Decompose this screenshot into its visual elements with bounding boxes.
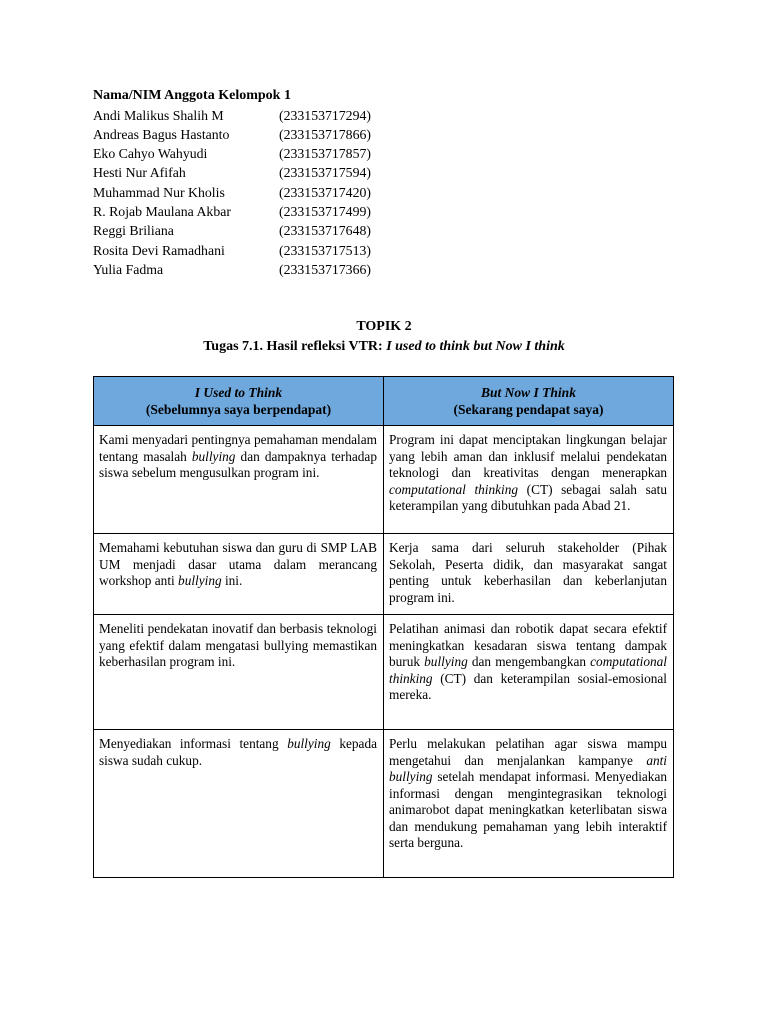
header-sub-label: (Sekarang pendapat saya) <box>453 402 604 417</box>
member-name: Muhammad Nur Kholis <box>93 184 225 200</box>
header-sub-label: (Sebelumnya saya berpendapat) <box>145 402 332 417</box>
member-row <box>93 106 371 125</box>
cell-text: (CT) dan keterampilan sosial-emosional mereka. <box>389 670 667 702</box>
member-row <box>93 163 371 182</box>
member-nim: (233153717857) <box>279 146 371 162</box>
task-title <box>0 336 768 358</box>
topic-heading <box>0 318 768 358</box>
cell-text: Memahami kebutuhan siswa dan guru di SMP LAB UM menjadi dasar utama dalam merancang workshop anti <box>99 540 377 588</box>
cell-text: dan mengembangkan <box>467 654 591 669</box>
cell-text: Kerja sama dari seluruh stakeholder (Pihak Sekolah, Peserta didik, dan masyarakat sangat penting untuk keberhasilan dan keberlanjutan program ini. <box>389 540 667 605</box>
member-name: Eko Cahyo Wahyudi <box>93 146 208 162</box>
table-row <box>94 730 674 878</box>
cell-now-think <box>384 730 674 878</box>
member-nim: (233153717366) <box>279 261 371 277</box>
cell-italic-text: anti bullying <box>389 752 667 784</box>
member-nim: (233153717866) <box>279 126 371 142</box>
cell-text: Perlu melakukan pelatihan agar siswa mampu mengetahui dan menjalankan kampanye <box>389 736 667 768</box>
cell-text: setelah mendapat informasi. Menyediakan informasi dengan mengintegrasikan teknologi animarobot dapat meningkatkan keterlibatan siswa dan mendukung pemahaman yang lebih interaktif serta berguna. <box>389 769 667 850</box>
cell-text: ini. <box>221 573 243 588</box>
member-name: Andi Malikus Shalih M <box>93 107 224 123</box>
member-nim: (233153717513) <box>279 242 371 258</box>
member-nim: (233153717594) <box>279 165 371 181</box>
cell-text: Meneliti pendekatan inovatif dan berbasis teknologi yang efektif dalam mengatasi bullying memastikan keberhasilan program ini. <box>99 621 377 669</box>
member-nim: (233153717499) <box>279 203 371 219</box>
member-row <box>93 241 371 260</box>
cell-italic-text: bullying <box>287 736 331 751</box>
reflection-table <box>93 376 674 878</box>
cell-used-to-think <box>94 615 384 730</box>
cell-used-to-think <box>94 730 384 878</box>
table-header-row <box>94 377 674 426</box>
header-main-label: But Now I Think <box>481 385 576 400</box>
member-list <box>93 86 371 279</box>
cell-text: (CT) sebagai salah satu keterampilan yang dibutuhkan pada Abad 21. <box>389 481 667 513</box>
table-row <box>94 534 674 615</box>
member-row <box>93 125 371 144</box>
cell-text: Pelatihan animasi dan robotik dapat secara efektif meningkatkan kesadaran siswa tentang dampak buruk <box>389 621 667 669</box>
cell-now-think <box>384 534 674 615</box>
cell-used-to-think <box>94 534 384 615</box>
cell-italic-text: computational thinking <box>389 481 519 497</box>
header-but-now-i-think <box>384 377 674 426</box>
cell-text: Menyediakan informasi tentang <box>99 736 288 751</box>
cell-italic-text: bullying <box>178 573 222 588</box>
cell-italic-text: bullying <box>191 448 236 464</box>
member-row <box>93 183 371 202</box>
member-name: Yulia Fadma <box>93 261 164 277</box>
header-main-label: I Used to Think <box>194 385 283 400</box>
member-nim: (233153717648) <box>279 223 371 239</box>
member-nim: (233153717294) <box>279 107 371 123</box>
member-row <box>93 260 371 279</box>
member-row <box>93 202 371 221</box>
cell-now-think <box>384 615 674 730</box>
table-row <box>94 615 674 730</box>
cell-italic-text: computational thinking <box>389 654 667 686</box>
cell-now-think <box>384 426 674 534</box>
member-name: Reggi Briliana <box>93 223 174 239</box>
table-row <box>94 426 674 534</box>
member-row <box>93 144 371 163</box>
task-prefix: Tugas 7.1. Hasil refleksi VTR: <box>203 339 387 354</box>
member-list-title: Nama/NIM Anggota Kelompok 1 <box>93 88 291 103</box>
header-i-used-to-think <box>94 377 384 426</box>
cell-text: dan dampaknya terhadap siswa sebelum mengusulkan program ini. <box>99 448 377 480</box>
member-row <box>93 221 371 240</box>
cell-text: Program ini dapat menciptakan lingkungan belajar yang lebih aman dan inklusif melalui pendekatan teknologi dan kreativitas dengan menerapkan <box>389 432 667 480</box>
cell-text: Kami menyadari pentingnya pemahaman mendalam tentang masalah <box>99 432 377 464</box>
topic-title: TOPIK 2 <box>356 319 412 334</box>
member-name: Andreas Bagus Hastanto <box>93 126 230 142</box>
cell-italic-text: bullying <box>424 654 468 669</box>
task-italic: I used to think but Now I think <box>386 339 565 354</box>
cell-text: kepada siswa sudah cukup. <box>99 736 378 768</box>
member-name: Rosita Devi Ramadhani <box>93 242 225 258</box>
member-name: Hesti Nur Afifah <box>93 165 186 181</box>
cell-used-to-think <box>94 426 384 534</box>
member-name: R. Rojab Maulana Akbar <box>93 203 231 219</box>
member-nim: (233153717420) <box>279 184 371 200</box>
